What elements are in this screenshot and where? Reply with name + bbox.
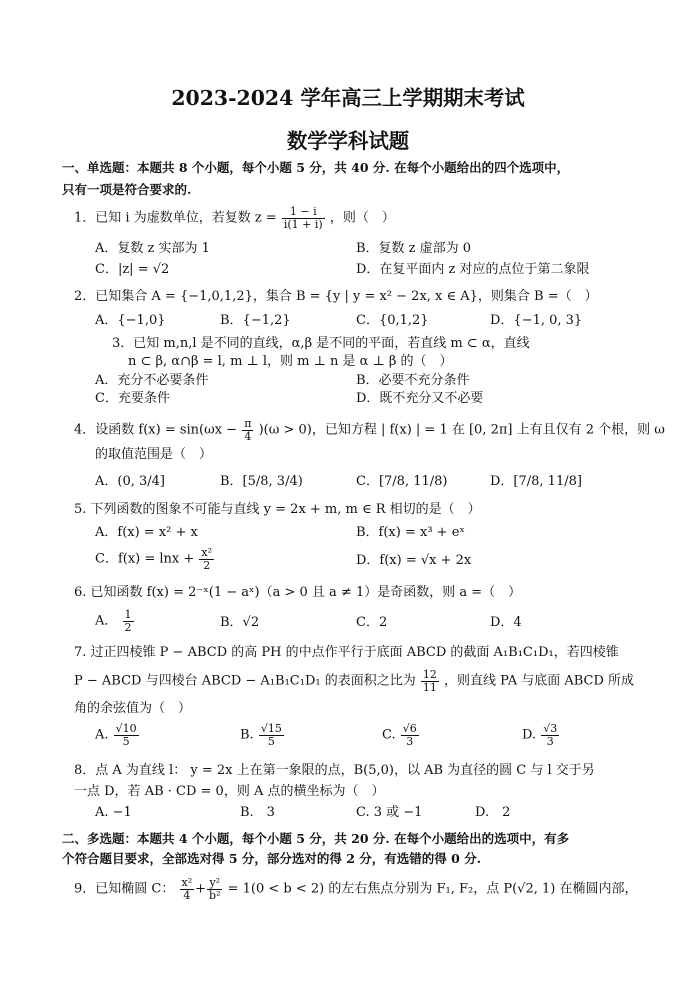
q3-option-b: B．必要不充分条件 — [356, 373, 470, 388]
q7-d-label: D. — [522, 727, 537, 743]
q7-c-fraction — [401, 723, 419, 747]
q2-option-b: B．{−1,2} — [220, 313, 291, 328]
q7-c-num: √6 — [402, 722, 417, 735]
q7-d-den: 3 — [546, 734, 554, 748]
section1-header-line2: 只有一项是符合要求的. — [62, 182, 192, 197]
q6-option-a-label: A． — [95, 613, 118, 629]
q7-option-b — [240, 723, 285, 747]
q7-a-num: √10 — [115, 722, 137, 735]
q5-option-c — [95, 547, 215, 571]
q7-b-fraction — [259, 723, 284, 747]
q7-a-fraction — [114, 723, 139, 747]
q4-option-c: C．[7/8, 11/8) — [356, 474, 448, 489]
question-9-stem — [74, 877, 637, 901]
question-4-line2: 的取值范围是（ ） — [95, 447, 213, 462]
q9-f1-num: x² — [181, 876, 193, 889]
q6-a-den: 2 — [124, 620, 132, 634]
exam-title: 2023-2024 学年高三上学期期末考试 — [171, 86, 525, 110]
q6-option-d: D．4 — [490, 615, 522, 630]
question-6-stem: 6. 已知函数 f(x) = 2⁻ˣ(1 − aˣ)（a > 0 且 a ≠ 1）是奇函数，则 a =（ ） — [74, 585, 522, 600]
question-7-line3: 角的余弦值为（ ） — [74, 701, 192, 716]
q7-d-fraction — [541, 723, 559, 747]
q9-f1-den: 4 — [183, 888, 191, 902]
question-4-stem — [74, 418, 665, 442]
question-2-stem: 2．已知集合 A = {−1,0,1,2}，集合 B = {y | y = x² − 2x, x ∈ A}，则集合 B =（ ） — [74, 289, 598, 304]
q5-option-c-fraction — [199, 547, 214, 571]
q7-b-den: 5 — [267, 734, 275, 748]
q4-stem-a: 4．设函数 f(x) = sin(ωx − — [74, 422, 238, 438]
q9-fraction-x — [180, 877, 195, 901]
q9-plus: + — [195, 881, 207, 897]
section1-header-line1: 一、单选题：本题共 8 个小题，每个小题 5 分，共 40 分. 在每个小题给出的四个选项中， — [62, 160, 570, 175]
q3-option-d: D．既不充分又不必要 — [356, 391, 484, 406]
q5-c-num: x² — [201, 546, 213, 559]
question-5-stem: 5. 下列函数的图象不可能与直线 y = 2x + m, m ∈ R 相切的是（ ） — [74, 502, 481, 517]
q1-frac-num: 1 − i — [282, 206, 325, 219]
q1-option-a: A．复数 z 实部为 1 — [95, 241, 210, 256]
q7-ratio-num: 12 — [422, 668, 437, 681]
q4-fraction — [242, 418, 253, 442]
q4-option-d: D．[7/8, 11/8] — [490, 474, 582, 489]
q5-c-den: 2 — [203, 558, 211, 572]
q2-option-c: C．{0,1,2} — [356, 313, 429, 328]
q1-frac-den: i(1 + i) — [283, 217, 323, 231]
q7-b-num: √15 — [260, 722, 282, 735]
question-3-line1: 3．已知 m,n,l 是不同的直线，α,β 是不同的平面，若直线 m ⊂ α，直线 — [112, 336, 530, 351]
q7-d-num: √3 — [543, 722, 558, 735]
q9-stem-a: 9．已知椭圆 C： — [74, 881, 175, 897]
q7-line2-a: P − ABCD 与四棱台 ABCD − A₁B₁C₁D₁ 的表面积之比为 — [74, 673, 416, 689]
question-7-line1: 7. 过正四棱锥 P − ABCD 的高 PH 的中点作平行于底面 ABCD 的截面 A₁B₁C₁D₁，若四棱锥 — [74, 645, 619, 660]
q9-f2-num: y² — [207, 877, 222, 890]
question-3-line2: n ⊂ β, α∩β = l, m ⊥ l，则 m ⊥ n 是 α ⊥ β 的（ ） — [128, 354, 453, 369]
q6-option-a-fraction — [123, 609, 134, 633]
q8-option-d: D. 2 — [475, 805, 511, 820]
q8-option-b: B. 3 — [240, 805, 275, 820]
q3-option-a: A．充分不必要条件 — [95, 373, 209, 388]
q7-a-den: 5 — [122, 734, 130, 748]
q1-stem-b: ，则（ ） — [329, 210, 395, 226]
q1-stem-a: 1．已知 i 为虚数单位，若复数 z = — [74, 210, 277, 226]
q3-option-c: C．充要条件 — [95, 391, 170, 406]
q1-fraction — [282, 206, 325, 230]
question-8-line2: 一点 D，若 AB · CD = 0，则 A 点的横坐标为（ ） — [74, 784, 385, 799]
q7-a-label: A. — [95, 727, 109, 743]
q2-option-a: A．{−1,0} — [95, 313, 166, 328]
q9-stem-b: = 1(0 < b < 2) 的左右焦点分别为 F₁, F₂，点 P(√2, 1) 在椭圆内部， — [227, 881, 638, 897]
q9-f2-den: b² — [209, 888, 221, 902]
q8-option-a: A. −1 — [95, 805, 132, 820]
q7-c-label: C. — [382, 727, 396, 743]
question-1-stem — [74, 206, 395, 230]
q1-option-c: C．|z| = √2 — [95, 262, 170, 277]
question-8-line1: 8．点 A 为直线 l： y = 2x 上在第一象限的点，B(5,0)，以 AB 为直径的圆 C 与 l 交于另 — [74, 763, 595, 778]
q7-option-c — [382, 723, 420, 747]
q2-option-d: D．{−1, 0, 3} — [490, 313, 583, 328]
q9-fraction-y — [207, 877, 222, 901]
q7-line2-b: ，则直线 PA 与底面 ABCD 所成 — [444, 673, 635, 689]
q6-option-b: B．√2 — [220, 615, 260, 630]
q7-b-label: B. — [240, 727, 254, 743]
q8-option-c: C. 3 或 −1 — [356, 805, 423, 820]
q6-option-c: C．2 — [356, 615, 388, 630]
section2-header-line2: 个符合题目要求，全部选对得 5 分，部分选对的得 2 分，有选错的得 0 分. — [62, 851, 482, 866]
q4-option-b: B．[5/8, 3/4) — [220, 474, 303, 489]
q7-ratio-fraction — [421, 669, 439, 693]
q4-frac-num: π — [244, 417, 252, 430]
q1-option-b: B．复数 z 虚部为 0 — [356, 241, 472, 256]
q7-option-a — [95, 723, 140, 747]
q4-option-a: A．(0, 3/4] — [95, 474, 165, 489]
q1-option-d: D．在复平面内 z 对应的点位于第二象限 — [356, 262, 590, 277]
section2-header-line1: 二、多选题：本题共 4 个小题，每个小题 5 分，共 20 分. 在每个小题给出的选项中，有多 — [62, 831, 570, 846]
q6-a-num: 1 — [124, 608, 132, 621]
exam-subtitle: 数学学科试题 — [286, 129, 410, 153]
q7-c-den: 3 — [406, 734, 414, 748]
q5-option-b: B．f(x) = x³ + eˣ — [356, 525, 465, 540]
q5-option-d: D．f(x) = √x + 2x — [356, 553, 472, 568]
q7-option-d — [522, 723, 560, 747]
q4-frac-den: 4 — [244, 429, 252, 443]
q6-option-a — [95, 609, 135, 633]
q5-option-c-text: C．f(x) = lnx + — [95, 551, 195, 567]
q7-ratio-den: 11 — [422, 680, 437, 694]
q5-option-a: A．f(x) = x² + x — [95, 525, 198, 540]
q4-stem-b: )(ω > 0)，已知方程 | f(x) | = 1 在 [0, 2π] 上有且仅有 2 个根，则 ω — [258, 422, 665, 438]
question-7-line2 — [74, 669, 634, 693]
